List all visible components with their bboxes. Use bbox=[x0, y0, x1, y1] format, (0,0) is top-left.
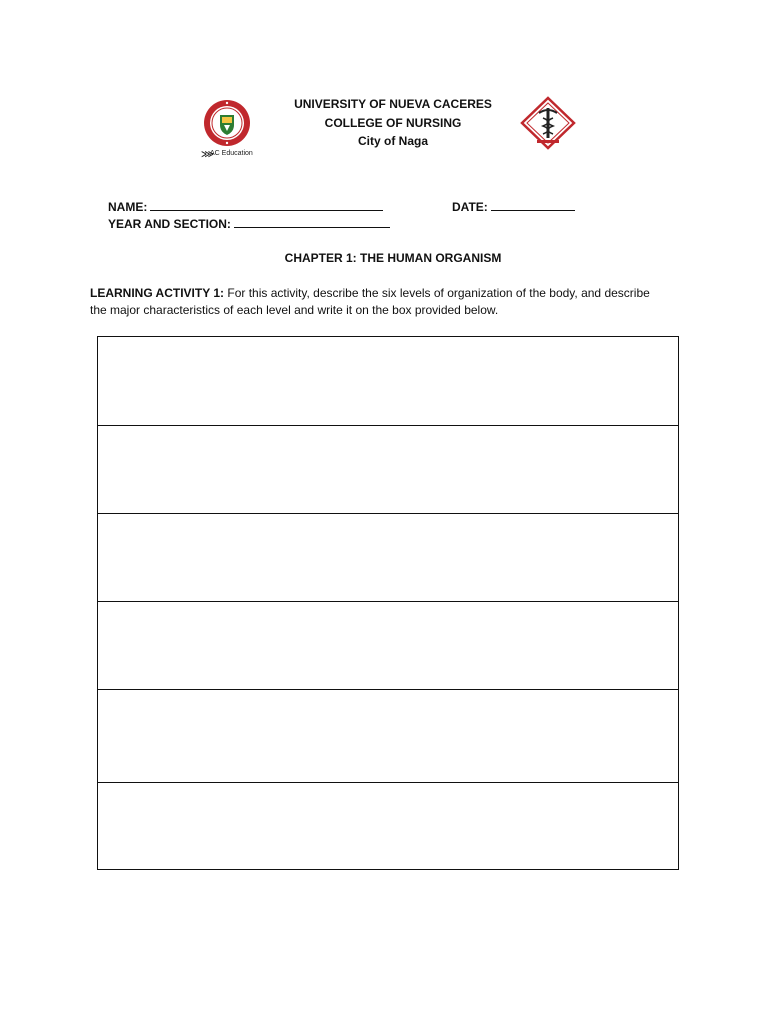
answer-box-6[interactable] bbox=[98, 782, 678, 869]
answer-box-5[interactable] bbox=[98, 689, 678, 783]
date-label: DATE: bbox=[452, 200, 488, 214]
college-name: COLLEGE OF NURSING bbox=[324, 115, 462, 130]
answer-box-4[interactable] bbox=[98, 601, 678, 690]
ac-education-text: AC Education bbox=[210, 150, 253, 157]
institution-title bbox=[250, 95, 536, 151]
name-label: NAME: bbox=[108, 200, 148, 214]
ac-education-mark-icon: ⋙ bbox=[201, 149, 214, 159]
name-blank[interactable] bbox=[150, 198, 383, 211]
chapter-title: CHAPTER 1: THE HUMAN ORGANISM bbox=[284, 251, 502, 265]
activity-label: LEARNING ACTIVITY 1: bbox=[90, 286, 225, 300]
answer-box-1[interactable] bbox=[98, 337, 678, 426]
city-name: City of Naga bbox=[357, 134, 428, 148]
date-field[interactable] bbox=[452, 198, 575, 215]
answer-box-2[interactable] bbox=[98, 425, 678, 514]
university-seal-icon bbox=[203, 99, 251, 147]
answer-table bbox=[97, 336, 679, 870]
activity-text: For this activity, describe the six levels of organization of the body, and describe the major characteristics of each level and write it on the box provided below. bbox=[90, 286, 650, 317]
year-section-field[interactable] bbox=[108, 215, 390, 232]
document-header bbox=[0, 0, 768, 170]
name-field[interactable] bbox=[108, 198, 383, 215]
year-section-label: YEAR AND SECTION: bbox=[108, 217, 231, 231]
answer-box-3[interactable] bbox=[98, 513, 678, 602]
university-name: UNIVERSITY OF NUEVA CACERES bbox=[294, 97, 492, 111]
year-section-blank[interactable] bbox=[234, 215, 390, 228]
date-blank[interactable] bbox=[491, 198, 575, 211]
nursing-emblem-icon bbox=[519, 96, 577, 150]
activity-instructions bbox=[90, 285, 650, 319]
